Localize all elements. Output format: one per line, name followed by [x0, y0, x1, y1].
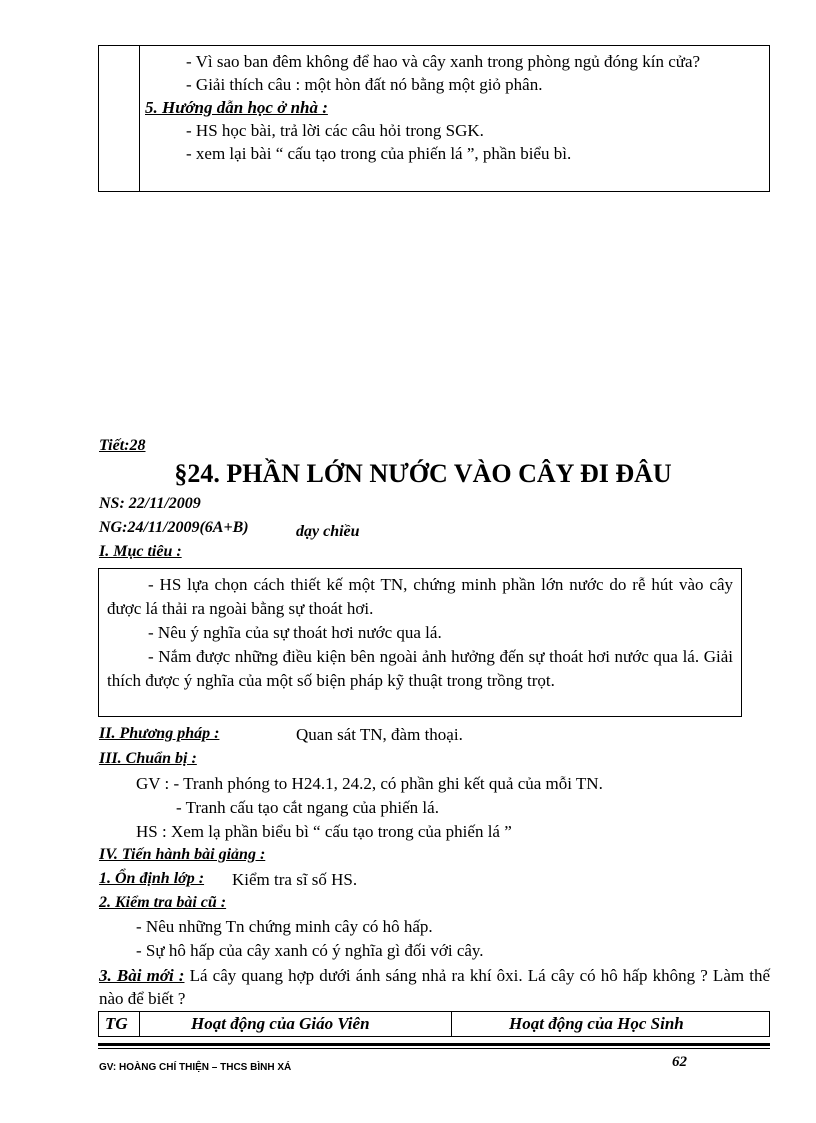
footer-rule-thin	[98, 1048, 770, 1049]
teach-date: NG:24/11/2009(6A+B)	[99, 519, 249, 536]
teach-note: dạy chiều	[296, 523, 360, 540]
activity-table-header	[98, 1011, 770, 1037]
homework-heading: 5. Hướng dẫn học ở nhà :	[145, 98, 328, 117]
footer-author: GV: HOÀNG CHÍ THIỆN – THCS BÌNH XÁ	[99, 1062, 292, 1073]
step3-paragraph	[99, 964, 770, 1010]
lesson-title: §24. PHẦN LỚN NƯỚC VÀO CÂY ĐI ĐÂU	[174, 459, 672, 488]
objective-item: - Nêu ý nghĩa của sự thoát hơi nước qua lá.	[148, 623, 442, 642]
objective-item: - HS lựa chọn cách thiết kế một TN, chứng minh phần lớn nước do rễ hút vào cây được lá thải ra ngoài bằng sự thoát hơi.	[107, 575, 733, 618]
col-student: Hoạt động của Học Sinh	[509, 1014, 684, 1033]
prep-student: HS : Xem lạ phần biểu bì “ cấu tạo trong của phiến lá ”	[136, 822, 512, 841]
continuation-content	[145, 50, 763, 165]
objectives-heading: I. Mục tiêu :	[99, 543, 182, 560]
lesson-period: Tiết:28	[99, 437, 146, 454]
column-divider	[451, 1012, 452, 1036]
prep-heading: III. Chuẩn bị :	[99, 750, 197, 767]
homework-item: - HS học bài, trả lời các câu hỏi trong SGK.	[186, 121, 484, 140]
homework-item: - xem lại bài “ cấu tạo trong của phiến lá ”, phần biểu bì.	[186, 144, 572, 163]
footer-rule	[98, 1043, 770, 1046]
prep-date: NS: 22/11/2009	[99, 495, 201, 512]
method-text: Quan sát TN, đàm thoại.	[296, 725, 463, 744]
objective-item: - Nắm được những điều kiện bên ngoài ảnh hưởng đến sự thoát hơi nước qua lá. Giải thích được ý nghĩa của một số biện pháp kỹ thuật trong trồng trọt.	[107, 647, 733, 690]
step1-heading: 1. Ổn định lớp :	[99, 870, 205, 887]
question-line: - Giải thích câu : một hòn đất nó bằng một giỏ phân.	[186, 75, 543, 94]
step2-heading: 2. Kiểm tra bài cũ :	[99, 894, 227, 911]
column-divider	[139, 1012, 140, 1036]
objectives-box	[98, 568, 742, 717]
step2-item: - Sự hô hấp của cây xanh có ý nghĩa gì đối với cây.	[136, 941, 484, 960]
prep-teacher: GV : - Tranh phóng to H24.1, 24.2, có phần ghi kết quả của mỗi TN.	[136, 774, 603, 793]
step1-text: Kiểm tra sĩ số HS.	[232, 870, 358, 889]
step3-text: Lá cây quang hợp dưới ánh sáng nhả ra khí ôxi. Lá cây có hô hấp không ? Làm thế nào để biết ?	[99, 966, 770, 1008]
table-column-divider	[139, 46, 140, 191]
progress-heading: IV. Tiến hành bài giảng :	[99, 846, 266, 863]
col-teacher: Hoạt động của Giáo Viên	[191, 1014, 370, 1033]
continuation-table	[98, 45, 770, 192]
page-number: 62	[672, 1054, 687, 1070]
question-line: - Vì sao ban đêm không để hao và cây xanh trong phòng ngủ đóng kín cửa?	[186, 52, 701, 71]
prep-teacher-2: - Tranh cấu tạo cắt ngang của phiến lá.	[176, 798, 439, 817]
step2-item: - Nêu những Tn chứng minh cây có hô hấp.	[136, 917, 433, 936]
method-heading: II. Phương pháp :	[99, 725, 220, 742]
step3-heading: 3. Bài mới :	[99, 966, 185, 985]
col-tg: TG	[105, 1014, 128, 1033]
